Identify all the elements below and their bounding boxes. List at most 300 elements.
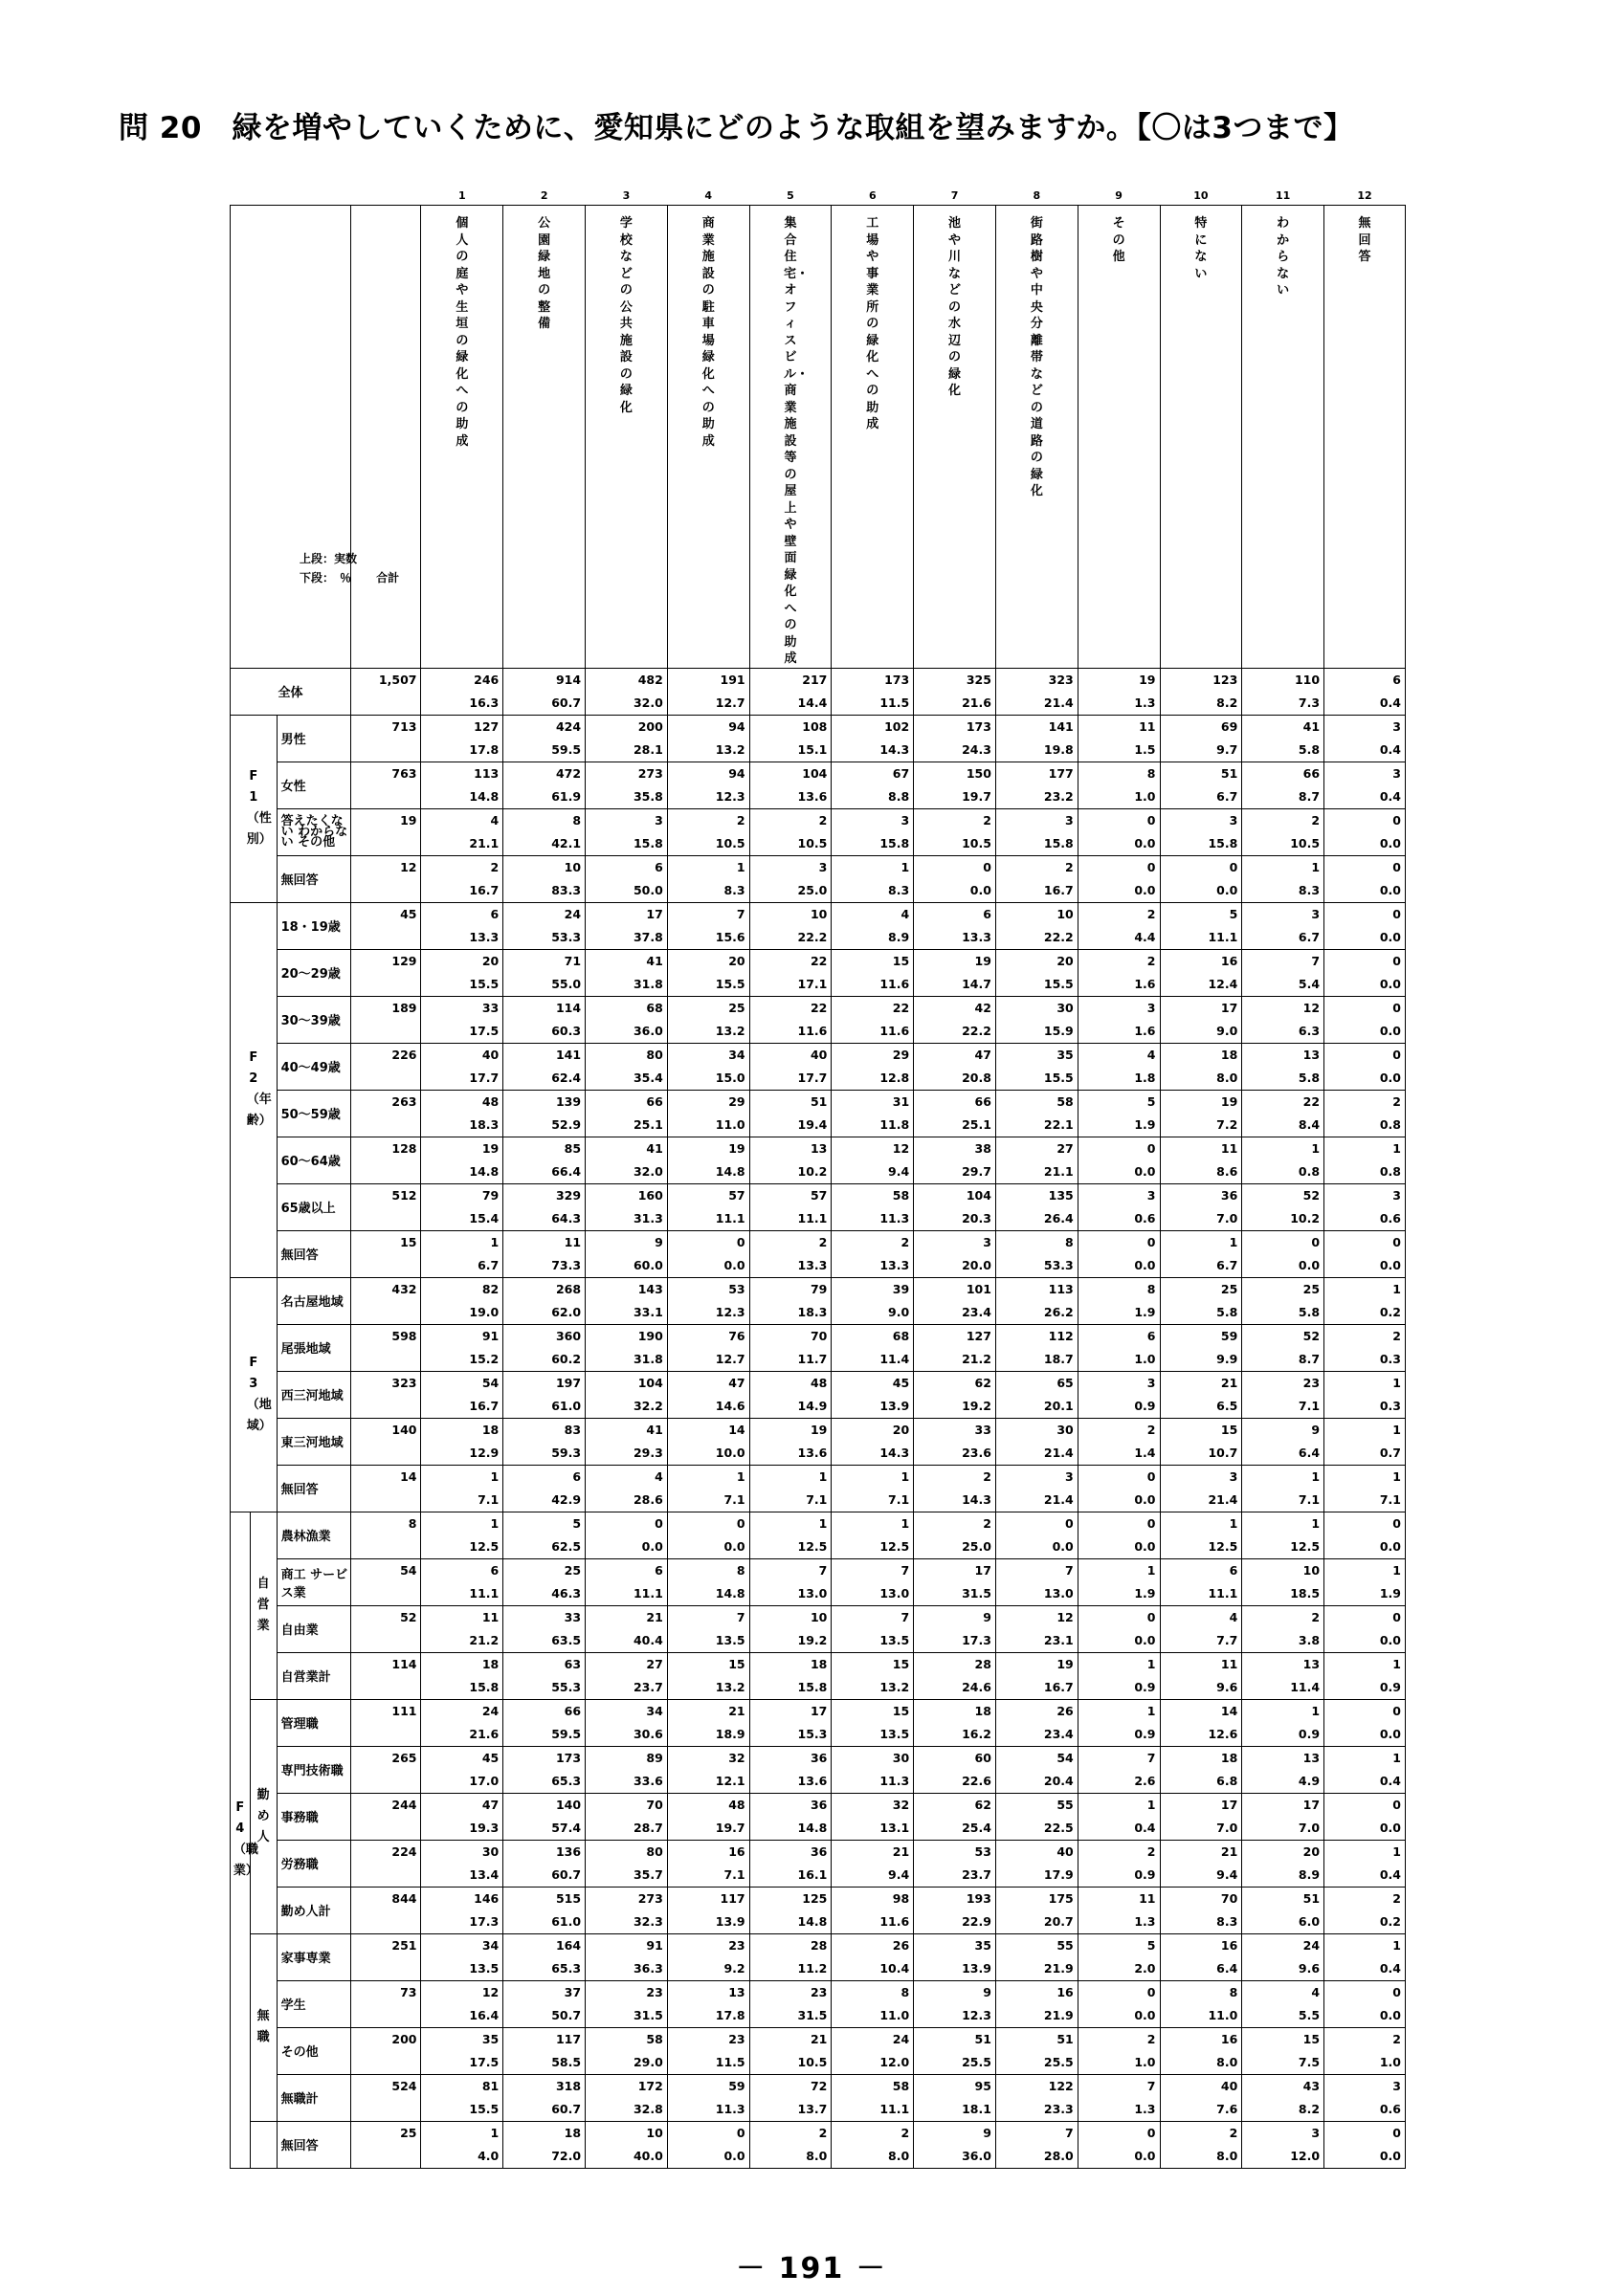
count-cell: 318 — [503, 2074, 586, 2098]
count-cell: 13 — [1242, 1652, 1324, 1676]
percent-cell: 7.3 — [1242, 692, 1324, 716]
table-row — [231, 1020, 1406, 1044]
percent-cell: 9.0 — [1160, 1020, 1242, 1044]
percent-cell: 20.3 — [914, 1207, 996, 1231]
row-label-all: 全体 — [231, 668, 351, 715]
count-cell: 7 — [995, 2121, 1078, 2145]
count-cell: 1 — [1324, 1558, 1406, 1582]
row-label: 名古屋地域 — [277, 1277, 351, 1324]
table-row — [231, 1160, 1406, 1184]
percent-cell: 14.3 — [832, 1442, 914, 1466]
percent-cell: 14.8 — [667, 1160, 749, 1184]
column-header — [1160, 206, 1242, 669]
count-cell: 35 — [914, 1933, 996, 1957]
percent-cell: 60.7 — [503, 692, 586, 716]
count-cell: 197 — [503, 1371, 586, 1395]
count-cell: 0 — [1160, 855, 1242, 879]
percent-cell: 8.3 — [1242, 879, 1324, 903]
percent-cell: 72.0 — [503, 2145, 586, 2169]
percent-cell: 4.0 — [421, 2145, 503, 2169]
count-cell: 1 — [667, 1465, 749, 1489]
count-cell: 7 — [832, 1558, 914, 1582]
count-cell: 135 — [995, 1183, 1078, 1207]
percent-cell: 1.0 — [1078, 2051, 1160, 2075]
count-cell: 13 — [1242, 1746, 1324, 1770]
count-cell: 11 — [1078, 1887, 1160, 1910]
count-cell: 57 — [667, 1183, 749, 1207]
percent-cell: 15.6 — [667, 926, 749, 950]
percent-cell: 25.5 — [995, 2051, 1078, 2075]
table-row — [231, 1746, 1406, 1770]
count-cell: 7 — [1242, 949, 1324, 973]
percent-cell: 12.0 — [1242, 2145, 1324, 2169]
percent-cell: 31.5 — [749, 2004, 832, 2028]
table-row — [231, 1114, 1406, 1137]
percent-cell: 0.8 — [1324, 1160, 1406, 1184]
group-label — [231, 1277, 278, 1512]
column-label: 特にない — [1194, 216, 1208, 281]
count-cell: 17 — [1242, 1793, 1324, 1817]
count-cell: 9 — [914, 1980, 996, 2004]
percent-cell: 7.0 — [1242, 1817, 1324, 1841]
percent-cell: 14.8 — [421, 785, 503, 809]
column-label: 街路樹や中央分離帯などの道路の緑化 — [1030, 216, 1043, 498]
percent-cell: 7.5 — [1242, 2051, 1324, 2075]
count-cell: 15 — [1242, 2027, 1324, 2051]
count-cell: 6 — [1324, 668, 1406, 692]
count-cell: 177 — [995, 762, 1078, 785]
count-cell: 1 — [1324, 1746, 1406, 1770]
total-count: 224 — [351, 1840, 421, 1864]
count-cell: 18 — [914, 1699, 996, 1723]
count-cell: 66 — [586, 1090, 668, 1114]
legend-upper: 上段：実数 — [300, 552, 358, 565]
percent-cell: 31.5 — [586, 2004, 668, 2028]
percent-cell: 26.4 — [995, 1207, 1078, 1231]
table-row — [231, 2121, 1406, 2145]
percent-cell: 8.3 — [1160, 1910, 1242, 1934]
percent-cell: 0.0 — [1078, 879, 1160, 903]
percent-cell: 0.8 — [1242, 1160, 1324, 1184]
count-cell: 12 — [1242, 996, 1324, 1020]
percent-cell: 18.9 — [667, 1723, 749, 1747]
percent-cell: 3.8 — [1242, 1629, 1324, 1653]
count-cell: 94 — [667, 715, 749, 739]
count-cell: 21 — [1160, 1840, 1242, 1864]
percent-cell: 50.0 — [586, 879, 668, 903]
count-cell: 12 — [421, 1980, 503, 2004]
percent-cell: 4.9 — [1242, 1770, 1324, 1794]
count-cell: 55 — [995, 1933, 1078, 1957]
count-cell: 122 — [995, 2074, 1078, 2098]
percent-cell: 21.9 — [995, 1957, 1078, 1981]
count-cell: 36 — [749, 1746, 832, 1770]
count-cell: 42 — [914, 996, 996, 1020]
table-row — [231, 1676, 1406, 1700]
percent-cell: 0.9 — [1078, 1864, 1160, 1888]
column-number: 8 — [1033, 188, 1041, 202]
count-cell: 34 — [586, 1699, 668, 1723]
count-cell: 33 — [914, 1418, 996, 1442]
percent-cell: 53.3 — [995, 1254, 1078, 1278]
count-cell: 13 — [667, 1980, 749, 2004]
count-cell: 0 — [914, 855, 996, 879]
count-cell: 10 — [1242, 1558, 1324, 1582]
column-header — [995, 206, 1078, 669]
table-row — [231, 1793, 1406, 1817]
total-count: 524 — [351, 2074, 421, 2098]
count-cell: 3 — [1078, 1183, 1160, 1207]
count-cell: 62 — [914, 1371, 996, 1395]
table-row — [231, 1489, 1406, 1512]
percent-cell: 14.8 — [749, 1817, 832, 1841]
count-cell: 246 — [421, 668, 503, 692]
count-cell: 217 — [749, 668, 832, 692]
table-row — [231, 902, 1406, 926]
count-cell: 23 — [667, 2027, 749, 2051]
column-number: 1 — [458, 188, 466, 202]
percent-cell: 62.0 — [503, 1301, 586, 1325]
percent-cell: 19.7 — [667, 1817, 749, 1841]
percent-cell: 13.3 — [749, 1254, 832, 1278]
row-label: 自由業 — [277, 1605, 351, 1652]
percent-cell: 17.9 — [995, 1864, 1078, 1888]
count-cell: 48 — [421, 1090, 503, 1114]
table-row — [231, 1817, 1406, 1841]
percent-cell: 33.1 — [586, 1301, 668, 1325]
column-header — [832, 206, 914, 669]
table-row — [231, 1512, 1406, 1535]
column-number: 7 — [950, 188, 959, 202]
percent-cell: 7.6 — [1160, 2098, 1242, 2122]
percent-cell: 25.4 — [914, 1817, 996, 1841]
percent-cell: 15.5 — [421, 2098, 503, 2122]
count-cell: 1 — [832, 1512, 914, 1535]
count-cell: 22 — [1242, 1090, 1324, 1114]
percent-cell: 2.0 — [1078, 1957, 1160, 1981]
count-cell: 1 — [1324, 1840, 1406, 1864]
table-row — [231, 832, 1406, 856]
row-label: 農林漁業 — [277, 1512, 351, 1558]
total-count: 73 — [351, 1980, 421, 2004]
percent-cell: 40.4 — [586, 1629, 668, 1653]
percent-cell: 11.4 — [832, 1348, 914, 1372]
percent-cell: 52.9 — [503, 1114, 586, 1137]
column-header — [1324, 206, 1406, 669]
count-cell: 1 — [749, 1512, 832, 1535]
count-cell: 62 — [914, 1793, 996, 1817]
count-cell: 69 — [1160, 715, 1242, 739]
table-row — [231, 1910, 1406, 1934]
count-cell: 360 — [503, 1324, 586, 1348]
percent-cell: 14.3 — [914, 1489, 996, 1512]
count-cell: 1 — [1078, 1699, 1160, 1723]
percent-cell: 22.2 — [995, 926, 1078, 950]
percent-cell: 0.0 — [1324, 1535, 1406, 1559]
count-cell: 6 — [421, 902, 503, 926]
percent-cell: 60.0 — [586, 1254, 668, 1278]
count-cell: 89 — [586, 1746, 668, 1770]
percent-cell: 13.1 — [832, 1817, 914, 1841]
count-cell: 40 — [1160, 2074, 1242, 2098]
count-cell: 1 — [667, 855, 749, 879]
count-cell: 113 — [995, 1277, 1078, 1301]
count-cell: 95 — [914, 2074, 996, 2098]
table-row — [231, 785, 1406, 809]
count-cell: 173 — [914, 715, 996, 739]
count-cell: 43 — [1242, 2074, 1324, 2098]
percent-cell: 28.6 — [586, 1489, 668, 1512]
percent-cell: 15.8 — [749, 1676, 832, 1700]
column-number: 9 — [1115, 188, 1123, 202]
count-cell: 20 — [1242, 1840, 1324, 1864]
total-count: 114 — [351, 1652, 421, 1676]
percent-cell: 6.5 — [1160, 1395, 1242, 1419]
percent-cell: 19.8 — [995, 739, 1078, 762]
table-row — [231, 879, 1406, 903]
count-cell: 4 — [1078, 1043, 1160, 1067]
count-cell: 0 — [667, 2121, 749, 2145]
count-cell: 16 — [1160, 949, 1242, 973]
count-cell: 47 — [667, 1371, 749, 1395]
percent-cell: 0.3 — [1324, 1395, 1406, 1419]
percent-cell: 60.7 — [503, 1864, 586, 1888]
table-row — [231, 1558, 1406, 1582]
percent-cell: 15.3 — [749, 1723, 832, 1747]
percent-cell: 11.1 — [749, 1207, 832, 1231]
percent-cell: 20.4 — [995, 1770, 1078, 1794]
count-cell: 114 — [503, 996, 586, 1020]
count-cell: 32 — [832, 1793, 914, 1817]
count-cell: 515 — [503, 1887, 586, 1910]
percent-cell: 5.4 — [1242, 973, 1324, 997]
percent-cell: 59.5 — [503, 1723, 586, 1747]
percent-cell: 0.6 — [1078, 1207, 1160, 1231]
count-cell: 12 — [832, 1137, 914, 1160]
percent-cell: 50.7 — [503, 2004, 586, 2028]
percent-cell: 0.0 — [667, 2145, 749, 2169]
percent-cell: 0.4 — [1324, 1957, 1406, 1981]
column-header — [1078, 206, 1160, 669]
count-cell: 0 — [1324, 1230, 1406, 1254]
count-cell: 329 — [503, 1183, 586, 1207]
table-row — [231, 1629, 1406, 1653]
percent-cell: 13.2 — [667, 1676, 749, 1700]
count-cell: 173 — [503, 1746, 586, 1770]
percent-cell: 13.2 — [667, 739, 749, 762]
percent-cell: 11.6 — [832, 1910, 914, 1934]
count-cell: 2 — [749, 1230, 832, 1254]
count-cell: 2 — [1078, 2027, 1160, 2051]
percent-cell: 7.0 — [1160, 1817, 1242, 1841]
count-cell: 0 — [1324, 1605, 1406, 1629]
count-cell: 0 — [1324, 1699, 1406, 1723]
count-cell: 146 — [421, 1887, 503, 1910]
percent-cell: 11.2 — [749, 1957, 832, 1981]
percent-cell: 16.4 — [421, 2004, 503, 2028]
count-cell: 160 — [586, 1183, 668, 1207]
count-cell: 3 — [1160, 808, 1242, 832]
percent-cell: 8.7 — [1242, 1348, 1324, 1372]
count-cell: 3 — [1078, 1371, 1160, 1395]
percent-cell: 12.5 — [1242, 1535, 1324, 1559]
table-row — [231, 1864, 1406, 1888]
percent-cell: 1.6 — [1078, 1020, 1160, 1044]
percent-cell: 65.3 — [503, 1957, 586, 1981]
count-cell: 104 — [749, 762, 832, 785]
percent-cell: 20.8 — [914, 1067, 996, 1091]
count-cell: 12 — [995, 1605, 1078, 1629]
percent-cell: 7.1 — [749, 1489, 832, 1512]
percent-cell: 0.0 — [1324, 1723, 1406, 1747]
percent-cell: 11.1 — [1160, 926, 1242, 950]
table-row — [231, 739, 1406, 762]
percent-cell: 11.3 — [832, 1770, 914, 1794]
table-row — [231, 1277, 1406, 1301]
count-cell: 472 — [503, 762, 586, 785]
percent-cell: 17.7 — [421, 1067, 503, 1091]
percent-cell: 31.5 — [914, 1582, 996, 1606]
percent-cell: 1.3 — [1078, 2098, 1160, 2122]
count-cell: 54 — [995, 1746, 1078, 1770]
percent-cell: 11.1 — [421, 1582, 503, 1606]
percent-cell: 55.0 — [503, 973, 586, 997]
percent-cell: 13.3 — [914, 926, 996, 950]
percent-cell: 0.6 — [1324, 1207, 1406, 1231]
count-cell: 1 — [1324, 1277, 1406, 1301]
table-row — [231, 1652, 1406, 1676]
percent-cell: 11.3 — [667, 2098, 749, 2122]
percent-cell: 19.2 — [914, 1395, 996, 1419]
count-cell: 3 — [1242, 902, 1324, 926]
count-cell: 8 — [832, 1980, 914, 2004]
table-row — [231, 1465, 1406, 1489]
count-cell: 67 — [832, 762, 914, 785]
percent-cell: 13.9 — [667, 1910, 749, 1934]
count-cell: 112 — [995, 1324, 1078, 1348]
count-cell: 143 — [586, 1277, 668, 1301]
count-cell: 24 — [832, 2027, 914, 2051]
percent-cell: 12.8 — [832, 1067, 914, 1091]
count-cell: 18 — [503, 2121, 586, 2145]
count-cell: 141 — [503, 1043, 586, 1067]
percent-cell: 13.6 — [749, 1442, 832, 1466]
count-cell: 58 — [586, 2027, 668, 2051]
percent-cell: 11.5 — [832, 692, 914, 716]
table-row — [231, 1605, 1406, 1629]
table-row — [231, 1957, 1406, 1981]
count-cell: 25 — [1160, 1277, 1242, 1301]
count-cell: 5 — [1078, 1933, 1160, 1957]
percent-cell: 0.2 — [1324, 1301, 1406, 1325]
percent-cell: 18.3 — [421, 1114, 503, 1137]
percent-cell: 0.9 — [1078, 1723, 1160, 1747]
percent-cell: 1.5 — [1078, 739, 1160, 762]
count-cell: 1 — [1324, 1371, 1406, 1395]
percent-cell: 16.3 — [421, 692, 503, 716]
percent-cell: 13.5 — [667, 1629, 749, 1653]
count-cell: 2 — [1160, 2121, 1242, 2145]
row-label: 20～29歳 — [277, 949, 351, 996]
percent-cell: 17.8 — [421, 739, 503, 762]
table-row — [231, 1090, 1406, 1114]
count-cell: 7 — [832, 1605, 914, 1629]
percent-cell: 1.9 — [1078, 1582, 1160, 1606]
percent-cell: 9.4 — [1160, 1864, 1242, 1888]
total-count: 25 — [351, 2121, 421, 2145]
count-cell: 164 — [503, 1933, 586, 1957]
count-cell: 2 — [1242, 808, 1324, 832]
percent-cell: 13.0 — [995, 1582, 1078, 1606]
percent-cell: 13.9 — [832, 1395, 914, 1419]
percent-cell: 0.4 — [1324, 785, 1406, 809]
row-label: 東三河地域 — [277, 1418, 351, 1465]
count-cell: 914 — [503, 668, 586, 692]
percent-cell: 55.3 — [503, 1676, 586, 1700]
total-count: 323 — [351, 1371, 421, 1395]
table-row — [231, 1699, 1406, 1723]
count-cell: 2 — [914, 1512, 996, 1535]
percent-cell: 61.0 — [503, 1910, 586, 1934]
count-cell: 141 — [995, 715, 1078, 739]
group-label — [231, 715, 278, 902]
count-cell: 193 — [914, 1887, 996, 1910]
percent-cell: 0.0 — [1324, 1254, 1406, 1278]
percent-cell: 0.0 — [1078, 1629, 1160, 1653]
percent-cell: 6.8 — [1160, 1770, 1242, 1794]
count-cell: 1 — [421, 2121, 503, 2145]
percent-cell: 12.5 — [749, 1535, 832, 1559]
count-cell: 0 — [1078, 1980, 1160, 2004]
count-cell: 113 — [421, 762, 503, 785]
count-cell: 40 — [749, 1043, 832, 1067]
count-cell: 33 — [421, 996, 503, 1020]
table-row — [231, 2004, 1406, 2028]
percent-cell: 31.8 — [586, 1348, 668, 1372]
row-label: 無職計 — [277, 2074, 351, 2121]
percent-cell: 31.8 — [586, 973, 668, 997]
count-cell: 1 — [1324, 1465, 1406, 1489]
percent-cell: 18.1 — [914, 2098, 996, 2122]
row-label: 18・19歳 — [277, 902, 351, 949]
count-cell: 13 — [1242, 1043, 1324, 1067]
count-cell: 6 — [1160, 1558, 1242, 1582]
percent-cell: 60.2 — [503, 1348, 586, 1372]
count-cell: 3 — [1324, 2074, 1406, 2098]
table-row — [231, 692, 1406, 716]
percent-cell: 0.0 — [1078, 832, 1160, 856]
count-cell: 7 — [995, 1558, 1078, 1582]
row-label: 家事専業 — [277, 1933, 351, 1980]
count-cell: 0 — [1324, 1043, 1406, 1067]
count-cell: 79 — [421, 1183, 503, 1207]
percent-cell: 13.6 — [749, 1770, 832, 1794]
percent-cell: 13.4 — [421, 1864, 503, 1888]
percent-cell: 15.8 — [586, 832, 668, 856]
percent-cell: 18.7 — [995, 1348, 1078, 1372]
row-label: 無回答 — [277, 1230, 351, 1277]
total-count: 263 — [351, 1090, 421, 1114]
total-count: 1,507 — [351, 668, 421, 692]
count-cell: 36 — [749, 1840, 832, 1864]
percent-cell: 12.5 — [832, 1535, 914, 1559]
count-cell: 0 — [667, 1512, 749, 1535]
count-cell: 1 — [832, 855, 914, 879]
percent-cell: 9.6 — [1160, 1676, 1242, 1700]
count-cell: 22 — [832, 996, 914, 1020]
count-cell: 21 — [832, 1840, 914, 1864]
count-cell: 52 — [1242, 1183, 1324, 1207]
